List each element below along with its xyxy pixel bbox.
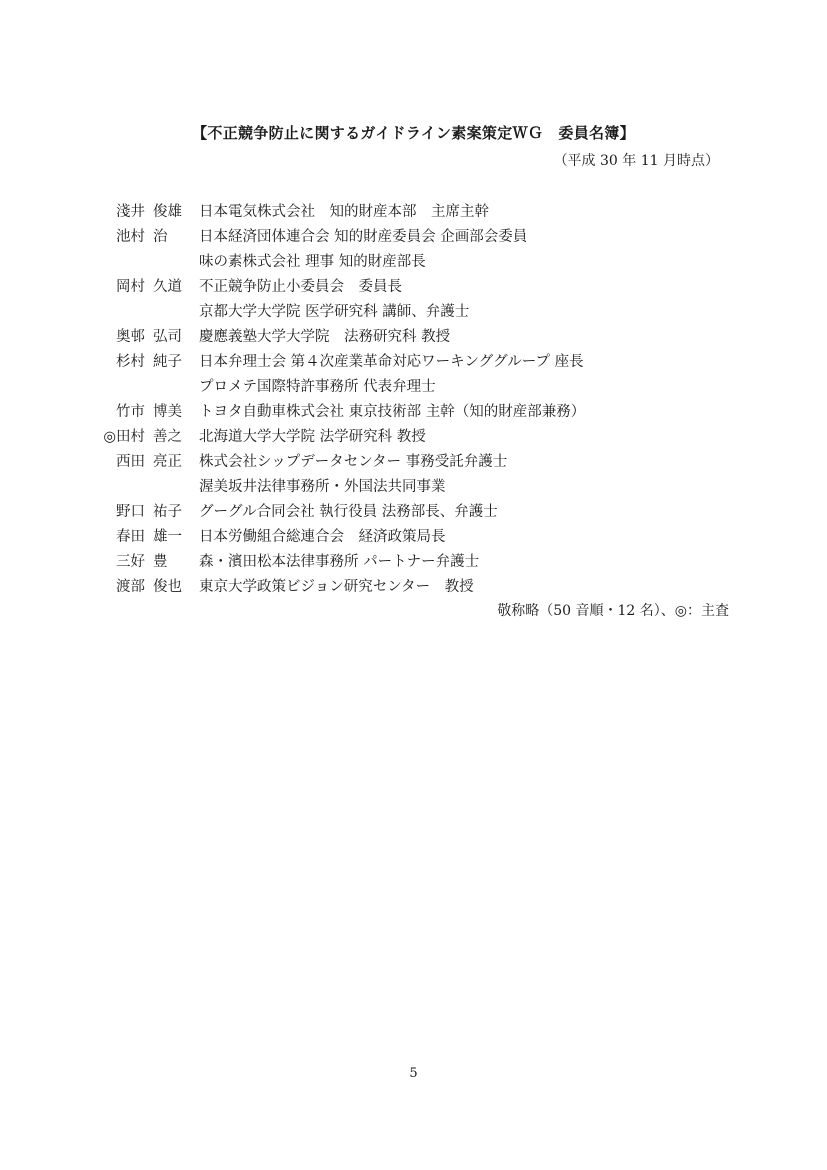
chair-mark: ◎ — [103, 429, 116, 445]
member-given-name: 久道 — [153, 279, 182, 295]
member-given-name — [153, 250, 199, 275]
member-given-name: 弘司 — [153, 329, 182, 345]
member-given-name: 治 — [153, 229, 168, 245]
member-affiliation: トヨタ自動車株式会社 東京技術部 主幹（知的財産部兼務） — [199, 404, 586, 420]
member-given-name — [153, 300, 199, 325]
member-row — [94, 375, 744, 400]
chair-mark — [94, 325, 116, 350]
chair-mark — [94, 500, 116, 525]
member-row — [94, 275, 744, 300]
member-surname: 杉村 — [116, 354, 145, 370]
member-list — [94, 200, 744, 600]
member-row — [94, 400, 744, 425]
member-affiliation: 京都大学大学院 医学研究科 講師、弁護士 — [199, 304, 470, 320]
member-affiliation: 渥美坂井法律事務所・外国法共同事業 — [199, 479, 446, 495]
member-surname: 池村 — [116, 229, 145, 245]
member-given-name: 豊 — [153, 554, 168, 570]
chair-mark — [94, 200, 116, 225]
chair-mark — [94, 275, 116, 300]
member-row — [94, 350, 744, 375]
member-affiliation: 不正競争防止小委員会 委員長 — [199, 279, 402, 295]
member-surname: 三好 — [116, 554, 145, 570]
member-surname — [116, 300, 153, 325]
member-affiliation: 東京大学政策ビジョン研究センター 教授 — [199, 579, 474, 595]
member-given-name — [153, 475, 199, 500]
chair-mark — [94, 250, 116, 275]
document-title: 【不正競争防止に関するガイドライン素案策定ＷＧ 委員名簿】 — [192, 124, 635, 142]
page-number: 5 — [409, 1066, 418, 1081]
member-surname — [116, 475, 153, 500]
chair-mark — [94, 400, 116, 425]
member-given-name — [153, 375, 199, 400]
member-surname: 春田 — [116, 529, 145, 545]
member-given-name: 祐子 — [153, 504, 182, 520]
chair-mark — [94, 475, 116, 500]
member-row — [94, 500, 744, 525]
chair-mark — [94, 375, 116, 400]
member-surname: 西田 — [116, 454, 145, 470]
member-affiliation: 日本労働組合総連合会 経済政策局長 — [199, 529, 446, 545]
member-surname: 奥邨 — [116, 329, 145, 345]
member-given-name: 亮正 — [153, 454, 182, 470]
member-affiliation: 日本弁理士会 第４次産業革命対応ワーキンググループ 座長 — [199, 354, 584, 370]
chair-mark — [94, 350, 116, 375]
member-row — [94, 525, 744, 550]
member-surname: 竹市 — [116, 404, 145, 420]
member-surname: 田村 — [116, 429, 145, 445]
member-affiliation: 森・濱田松本法律事務所 パートナー弁護士 — [199, 554, 480, 570]
chair-mark — [94, 450, 116, 475]
member-given-name: 善之 — [153, 429, 182, 445]
member-row — [94, 475, 744, 500]
member-affiliation: 株式会社シップデータセンター 事務受託弁護士 — [199, 454, 508, 470]
member-surname — [116, 375, 153, 400]
member-given-name: 純子 — [153, 354, 182, 370]
member-row — [94, 425, 744, 450]
chair-mark — [94, 525, 116, 550]
member-row — [94, 250, 744, 275]
member-row — [94, 325, 744, 350]
member-affiliation: グーグル合同会社 執行役員 法務部長、弁護士 — [199, 504, 498, 520]
member-affiliation: プロメテ国際特許事務所 代表弁理士 — [199, 379, 436, 395]
member-row — [94, 575, 744, 600]
member-affiliation: 味の素株式会社 理事 知的財産部長 — [199, 254, 426, 270]
member-row — [94, 300, 744, 325]
date-note: （平成 30 年 11 月時点） — [553, 153, 719, 169]
member-affiliation: 慶應義塾大学大学院 法務研究科 教授 — [199, 329, 451, 345]
member-given-name: 俊雄 — [153, 204, 182, 220]
footnote: 敬称略（50 音順・12 名）、◎：主査 — [497, 603, 729, 619]
member-surname: 淺井 — [116, 204, 145, 220]
chair-mark — [94, 300, 116, 325]
chair-mark — [94, 225, 116, 250]
member-row — [94, 550, 744, 575]
chair-mark — [94, 550, 116, 575]
member-given-name: 俊也 — [153, 579, 182, 595]
member-affiliation: 北海道大学大学院 法学研究科 教授 — [199, 429, 426, 445]
member-affiliation: 日本電気株式会社 知的財産本部 主席主幹 — [199, 204, 489, 220]
member-row — [94, 450, 744, 475]
member-affiliation: 日本経済団体連合会 知的財産委員会 企画部会委員 — [199, 229, 528, 245]
member-surname: 野口 — [116, 504, 145, 520]
member-surname: 岡村 — [116, 279, 145, 295]
member-surname: 渡部 — [116, 579, 145, 595]
member-row — [94, 200, 744, 225]
member-given-name: 雄一 — [153, 529, 182, 545]
member-surname — [116, 250, 153, 275]
member-row — [94, 225, 744, 250]
member-given-name: 博美 — [153, 404, 182, 420]
chair-mark — [94, 575, 116, 600]
